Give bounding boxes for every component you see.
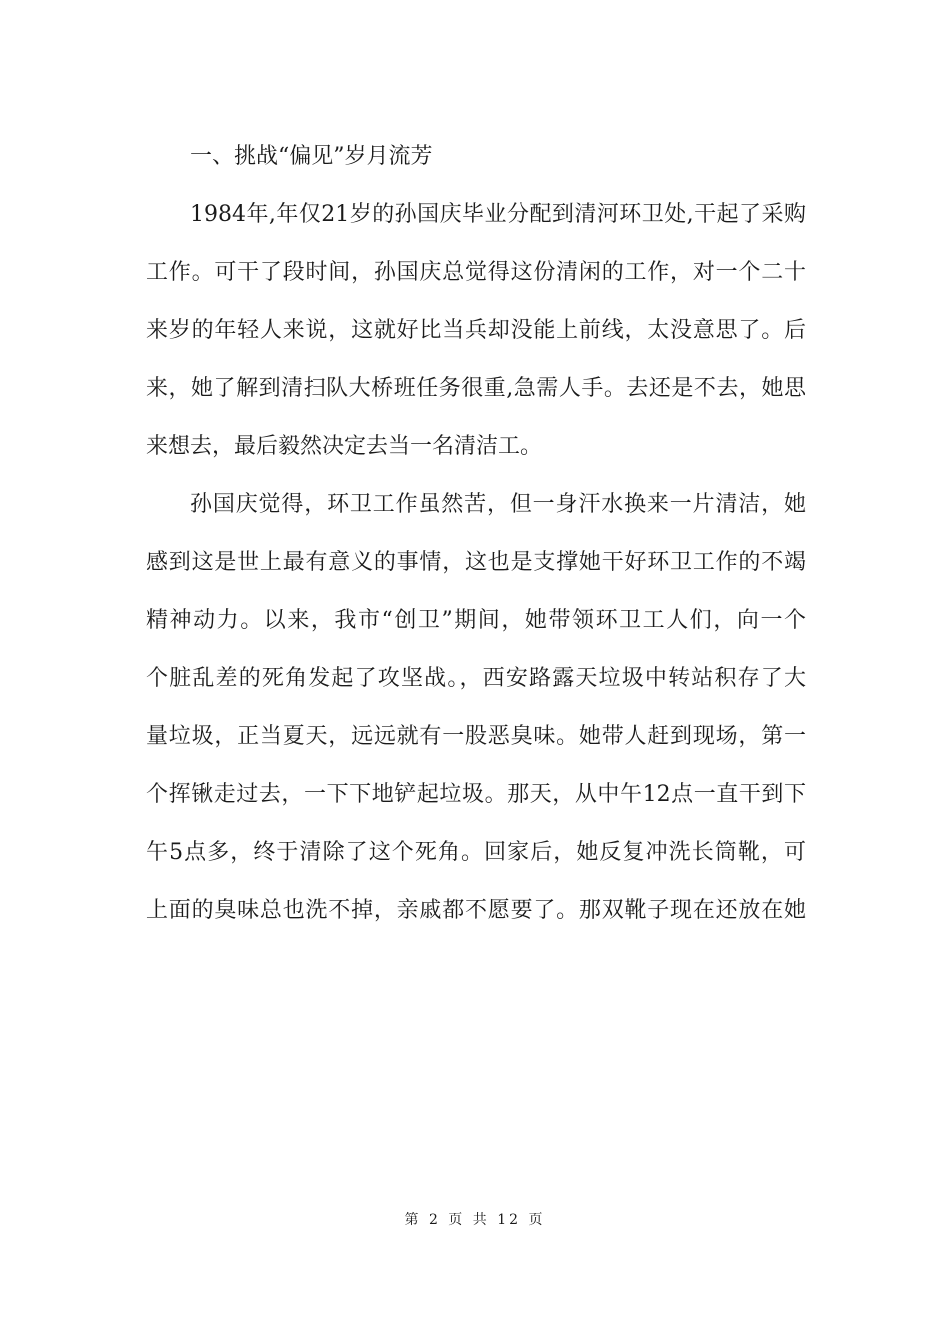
paragraph-2-line-3: 精神动力。以来，我市“创卫”期间，她带领环卫工人们，向一个 [146, 608, 806, 633]
paragraph-2-line-7: 午5点多，终于清除了这个死角。回家后，她反复冲洗长筒靴，可 [146, 840, 806, 865]
paragraph-2-line-1: 孙国庆觉得，环卫工作虽然苦，但一身汗水换来一片清洁，她 [190, 492, 806, 517]
section-heading: 一、挑战“偏见”岁月流芳 [190, 144, 433, 169]
paragraph-2-line-6: 个挥锹走过去，一下下地铲起垃圾。那天，从中午12点一直干到下 [146, 782, 806, 807]
document-body [146, 128, 806, 940]
paragraph-1-line-2: 工作。可干了段时间，孙国庆总觉得这份清闲的工作，对一个二十 [146, 260, 806, 285]
paragraph-2-line-4: 个脏乱差的死角发起了攻坚战。，西安路露天垃圾中转站积存了大 [146, 666, 806, 691]
paragraph-2-line-8: 上面的臭味总也洗不掉，亲戚都不愿要了。那双靴子现在还放在她 [146, 898, 806, 923]
paragraph-1-line-3: 来岁的年轻人来说，这就好比当兵却没能上前线，太没意思了。后 [146, 318, 806, 343]
paragraph-1-line-5: 来想去，最后毅然决定去当一名清洁工。 [146, 434, 543, 459]
paragraph-1-line-4: 来，她了解到清扫队大桥班任务很重,急需人手。去还是不去，她思 [146, 376, 806, 401]
paragraph-2-line-2: 感到这是世上最有意义的事情，这也是支撑她干好环卫工作的不竭 [146, 550, 806, 575]
paragraph-2-line-5: 量垃圾，正当夏天，远远就有一股恶臭味。她带人赶到现场，第一 [146, 724, 806, 749]
paragraph-1-line-1: 1984年,年仅21岁的孙国庆毕业分配到清河环卫处,干起了采购 [190, 202, 806, 227]
page-number-footer: 第 2 页 共 12 页 [404, 1212, 546, 1228]
